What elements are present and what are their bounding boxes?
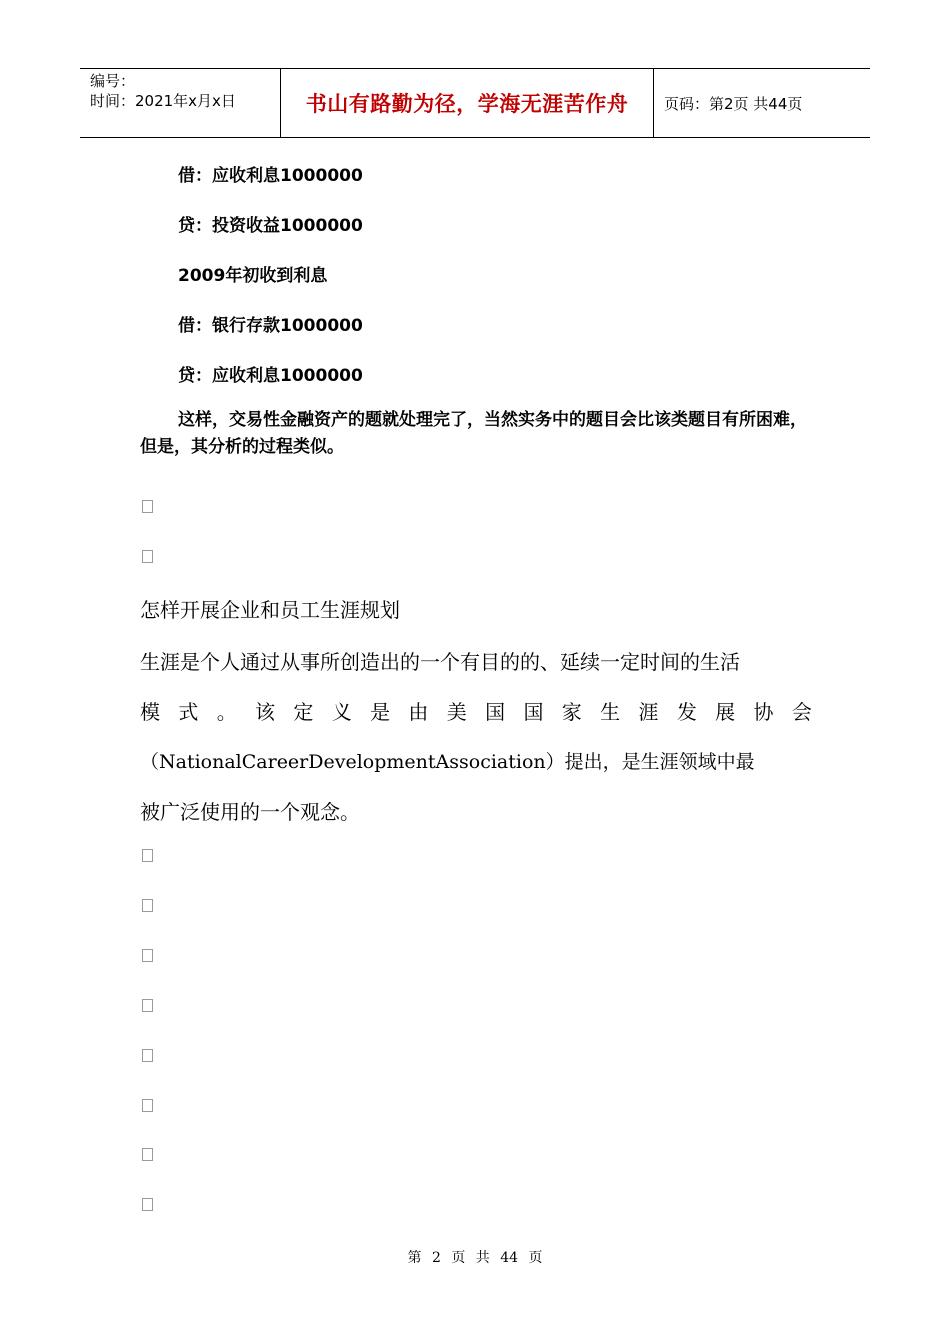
footer-ye: 页 — [451, 1250, 466, 1266]
header-motto-cell — [281, 69, 654, 137]
char: 定 — [293, 700, 314, 724]
footer-ye: 页 — [528, 1250, 543, 1266]
number-label: 编号： — [90, 72, 136, 90]
missing-glyph-box — [142, 999, 153, 1012]
time-label: 时间：2021年x月x日 — [90, 92, 236, 110]
paragraph-line: （NationalCareerDevelopmentAssociation）提出，是生涯领域中最 — [140, 751, 755, 773]
entry-line: 2009年初收到利息 — [178, 266, 328, 286]
char: 模 — [140, 700, 160, 724]
header-motto: 书山有路勤为径，学海无涯苦作舟 — [305, 92, 629, 116]
missing-glyph-box — [142, 500, 153, 513]
page-header — [80, 68, 870, 138]
paragraph-line: 生涯是个人通过从事所创造出的一个有目的的、延续一定时间的生活 — [140, 650, 740, 674]
char: 会 — [791, 700, 812, 724]
header-meta — [80, 69, 281, 137]
paragraph-line-justified — [140, 687, 812, 737]
char: 由 — [408, 700, 429, 724]
char: 家 — [561, 700, 582, 724]
char: 义 — [331, 700, 352, 724]
page-footer — [0, 1247, 950, 1267]
footer-total-pages: 44 — [500, 1250, 519, 1266]
char: 协 — [753, 700, 774, 724]
missing-glyph-box — [142, 1099, 153, 1112]
char: 展 — [715, 700, 736, 724]
definition-paragraph — [140, 637, 812, 837]
summary-paragraph: 这样，交易性金融资产的题就处理完了，当然实务中的题目会比该类题目有所困难，但是，其分析的过程类似。 — [140, 410, 807, 457]
char: 涯 — [638, 700, 659, 724]
missing-glyph-box — [142, 899, 153, 912]
entry-line: 借：应收利息1000000 — [178, 166, 363, 186]
char: 发 — [676, 700, 697, 724]
char: 该 — [255, 700, 276, 724]
missing-glyph-box — [142, 1049, 153, 1062]
section-title: 怎样开展企业和员工生涯规划 — [140, 598, 400, 622]
char: 是 — [370, 700, 391, 724]
missing-glyph-box — [142, 1198, 153, 1211]
footer-di: 第 — [407, 1250, 422, 1266]
footer-gong: 共 — [475, 1250, 490, 1266]
missing-glyph-box — [142, 849, 153, 862]
char: 国 — [485, 700, 506, 724]
entry-line: 贷：投资收益1000000 — [178, 216, 363, 236]
entry-line: 借：银行存款1000000 — [178, 316, 363, 336]
paragraph-line: 被广泛使用的一个观念。 — [140, 800, 360, 824]
char: 美 — [446, 700, 467, 724]
missing-glyph-box — [142, 1148, 153, 1161]
char: 。 — [216, 700, 237, 724]
entry-line: 贷：应收利息1000000 — [178, 366, 363, 386]
missing-glyph-box — [142, 550, 153, 563]
char: 国 — [523, 700, 544, 724]
header-page-info: 页码：第2页 共44页 — [664, 94, 803, 113]
footer-page-number: 2 — [431, 1250, 441, 1266]
char: 式 — [178, 700, 199, 724]
char: 生 — [600, 700, 621, 724]
missing-glyph-box — [142, 949, 153, 962]
